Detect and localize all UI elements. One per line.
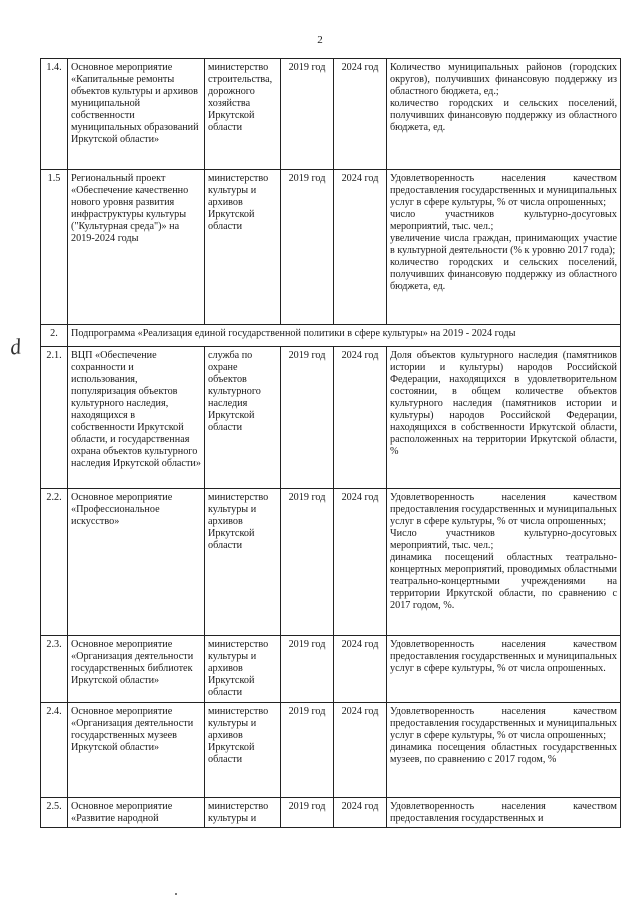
indicator-line: Удовлетворенность населения качеством предоставления государственных и муниципальных услуг в сфере культуры, % от числа опрошенных;	[390, 492, 617, 527]
end-year: 2024 год	[334, 703, 387, 798]
measure-name: Основное мероприятие «Профессиональное искусство»	[68, 489, 205, 636]
row-number: 1.4.	[41, 59, 68, 170]
row-number: 2.4.	[41, 703, 68, 798]
indicators-cell	[387, 703, 621, 798]
row-number: 2.5.	[41, 798, 68, 828]
executor: министерство культуры и архивов Иркутской области	[205, 703, 281, 798]
measure-name: ВЦП «Обеспечение сохранности и использования, популяризация объектов культурного наследия, находящихся в собственности Иркутской области, и государственная охрана объектов культурного наследия Иркутской области»	[68, 347, 205, 489]
start-year: 2019 год	[281, 636, 334, 703]
row-number: 1.5	[41, 170, 68, 325]
table-row	[41, 798, 621, 828]
start-year: 2019 год	[281, 489, 334, 636]
row-number: 2.1.	[41, 347, 68, 489]
measure-name: Региональный проект «Обеспечение качественно нового уровня развития инфраструктуры культуры ("Культурная среда")» на 2019-2024 годы	[68, 170, 205, 325]
executor: служба по охране объектов культурного наследия Иркутской области	[205, 347, 281, 489]
indicators-cell	[387, 59, 621, 170]
start-year: 2019 год	[281, 59, 334, 170]
page-number: 2	[317, 34, 323, 46]
end-year: 2024 год	[334, 489, 387, 636]
start-year: 2019 год	[281, 703, 334, 798]
indicator-line: Удовлетворенность населения качеством предоставления государственных и муниципальных услуг в сфере культуры, % от числа опрошенных;	[390, 173, 617, 208]
executor: министерство строительства, дорожного хозяйства Иркутской области	[205, 59, 281, 170]
indicator-line: количество городских и сельских поселений, получивших финансовую поддержку из областного бюджета, ед.	[390, 98, 617, 133]
end-year: 2024 год	[334, 636, 387, 703]
scan-speck	[175, 893, 177, 895]
table-row	[41, 347, 621, 489]
measure-name: Основное мероприятие «Организация деятельности государственных музеев Иркутской области»	[68, 703, 205, 798]
end-year: 2024 год	[334, 170, 387, 325]
indicator-line: Доля объектов культурного наследия (памятников истории и культуры) народов Российской Федерации, находящихся в удовлетворительном состоянии, в общем количестве объектов культурного наследия (памятников истории и культуры) народов Российской Федерации, находящихся в собственности Иркутской области, расположенных на территории Иркутской области, %	[390, 350, 617, 457]
start-year: 2019 год	[281, 347, 334, 489]
executor: министерство культуры и	[205, 798, 281, 828]
table-row	[41, 703, 621, 798]
indicator-line: Число участников культурно-досуговых мероприятий, тыс. чел.;	[390, 528, 617, 551]
indicator-line: Удовлетворенность населения качеством предоставления государственных и муниципальных услуг в сфере культуры, % от числа опрошенных.	[390, 639, 617, 674]
executor: министерство культуры и архивов Иркутской области	[205, 489, 281, 636]
indicator-line: Удовлетворенность населения качеством предоставления государственных и	[390, 801, 617, 824]
measure-name: Основное мероприятие «Капитальные ремонты объектов культуры и архивов муниципальной собственности муниципальных образований Иркутской области»	[68, 59, 205, 170]
measure-name: Основное мероприятие «Развитие народной	[68, 798, 205, 828]
table-row	[41, 170, 621, 325]
indicators-cell	[387, 798, 621, 828]
table-row	[41, 489, 621, 636]
measure-name: Основное мероприятие «Организация деятельности государственных библиотек Иркутской области»	[68, 636, 205, 703]
row-number: 2.3.	[41, 636, 68, 703]
indicator-line: увеличение числа граждан, принимающих участие в культурной деятельности (% к уровню 2017 года);	[390, 233, 617, 256]
indicator-line: Удовлетворенность населения качеством предоставления государственных и муниципальных услуг в сфере культуры, % от числа опрошенных;	[390, 706, 617, 741]
indicator-line: Количество муниципальных районов (городских округов), получивших финансовую поддержку из областного бюджета, ед.;	[390, 62, 617, 97]
executor: министерство культуры и архивов Иркутской области	[205, 170, 281, 325]
end-year: 2024 год	[334, 59, 387, 170]
indicator-line: динамика посещений областных театрально-концертных мероприятий, проводимых областными театрально-концертными учреждениями на территории Иркутской области, по сравнению с 2017 годом, %.	[390, 552, 617, 611]
row-number: 2.	[41, 325, 68, 347]
program-table	[40, 58, 621, 828]
table-row	[41, 636, 621, 703]
section-title: Подпрограмма «Реализация единой государственной политики в сфере культуры» на 2019 - 2024 годы	[68, 325, 621, 347]
start-year: 2019 год	[281, 170, 334, 325]
row-number: 2.2.	[41, 489, 68, 636]
section-row	[41, 325, 621, 347]
table-row	[41, 59, 621, 170]
executor: министерство культуры и архивов Иркутской области	[205, 636, 281, 703]
indicator-line: количество городских и сельских поселений, получивших финансовую поддержку из областного бюджета, ед.	[390, 257, 617, 292]
end-year: 2024 год	[334, 798, 387, 828]
indicator-line: динамика посещения областных государственных музеев, по сравнению с 2017 годом, %	[390, 742, 617, 765]
margin-handwritten-mark: d	[8, 333, 23, 360]
indicators-cell	[387, 636, 621, 703]
start-year: 2019 год	[281, 798, 334, 828]
indicators-cell	[387, 489, 621, 636]
indicators-cell	[387, 347, 621, 489]
indicator-line: число участников культурно-досуговых мероприятий, тыс. чел.;	[390, 209, 617, 232]
end-year: 2024 год	[334, 347, 387, 489]
indicators-cell	[387, 170, 621, 325]
program-table-body	[41, 59, 621, 828]
